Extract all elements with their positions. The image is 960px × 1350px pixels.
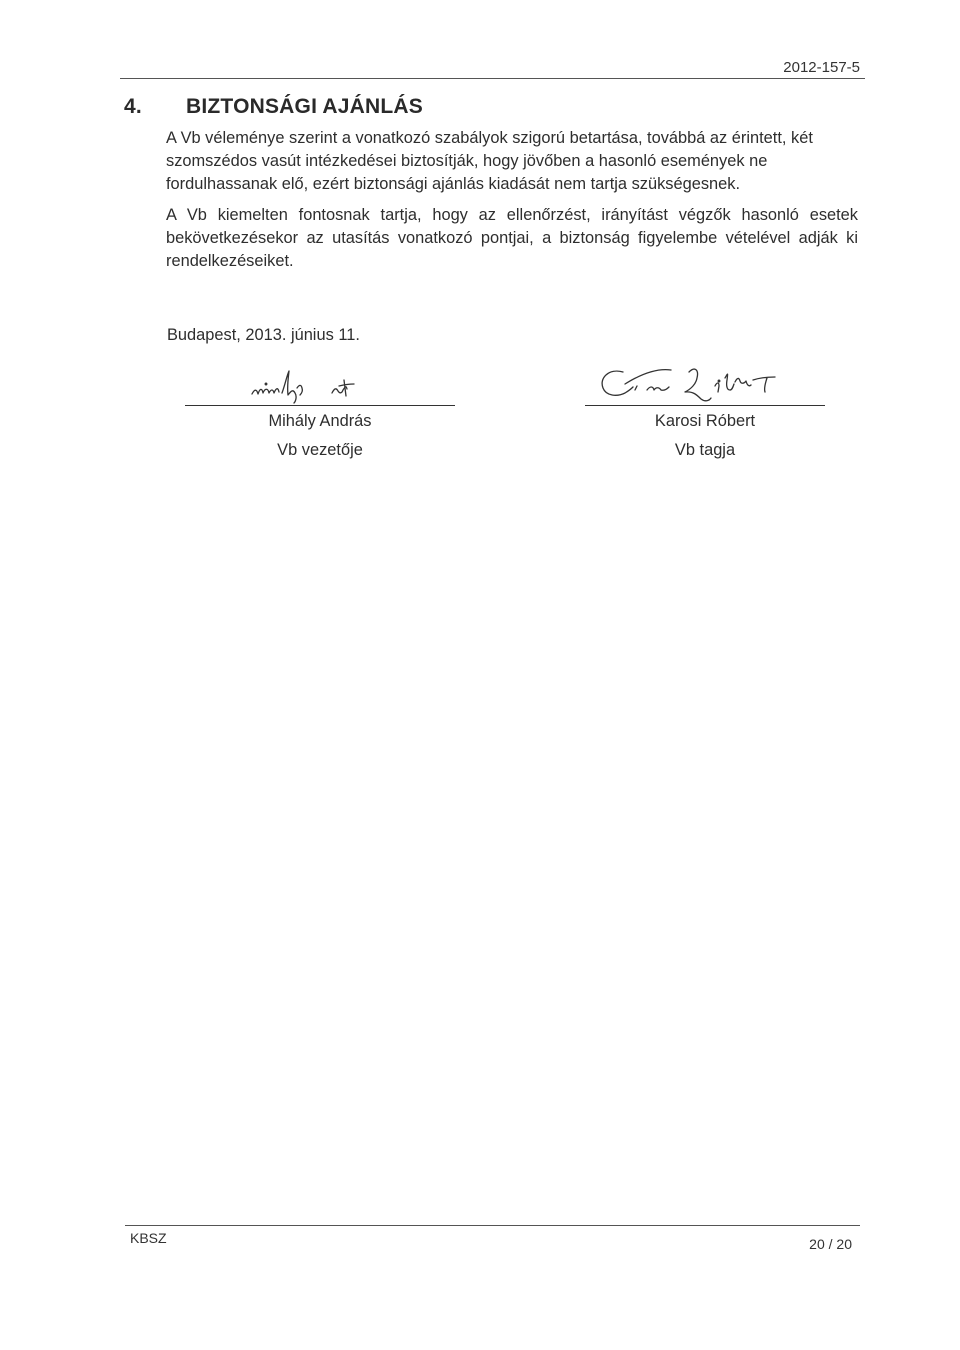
signature-line <box>185 405 455 406</box>
section-heading <box>124 95 423 119</box>
signatory-role: Vb tagja <box>674 441 736 459</box>
signature-block-chair <box>185 360 455 465</box>
footer-organization: KBSZ <box>130 1230 167 1246</box>
signatory-role: Vb vezetője <box>277 441 363 459</box>
handwritten-signature-left <box>220 360 420 405</box>
signatory-name: Karosi Róbert <box>654 412 756 430</box>
signature-block-member <box>585 360 825 465</box>
paragraph-emphasis: A Vb kiemelten fontosnak tartja, hogy az ellenőrzést, irányítást végzők hasonló esetek bekövetkezésekor az utasítás vonatkozó pontjai, a biztonság figyelembe vételével adják ki rendelkezéseiket. <box>166 206 858 270</box>
handwritten-signature-right <box>585 360 825 405</box>
footer-divider <box>125 1225 860 1226</box>
header-divider <box>120 78 865 79</box>
page-number: 20 / 20 <box>809 1236 852 1252</box>
signatory-name: Mihály András <box>268 412 372 430</box>
section-title: BIZTONSÁGI AJÁNLÁS <box>186 95 423 118</box>
document-id: 2012-157-5 <box>783 59 860 76</box>
paragraph-conclusion: A Vb véleménye szerint a vonatkozó szabályok szigorú betartása, továbbá az érintett, két szomszédos vasút intézkedései biztosítják, hogy jövőben a hasonló események ne fordulhassanak elő, ezért biztonsági ajánlás kiadását nem tartja szükségesnek. <box>166 129 813 193</box>
signature-line <box>585 405 825 406</box>
place-and-date: Budapest, 2013. június 11. <box>167 326 360 344</box>
section-number: 4. <box>124 95 142 118</box>
